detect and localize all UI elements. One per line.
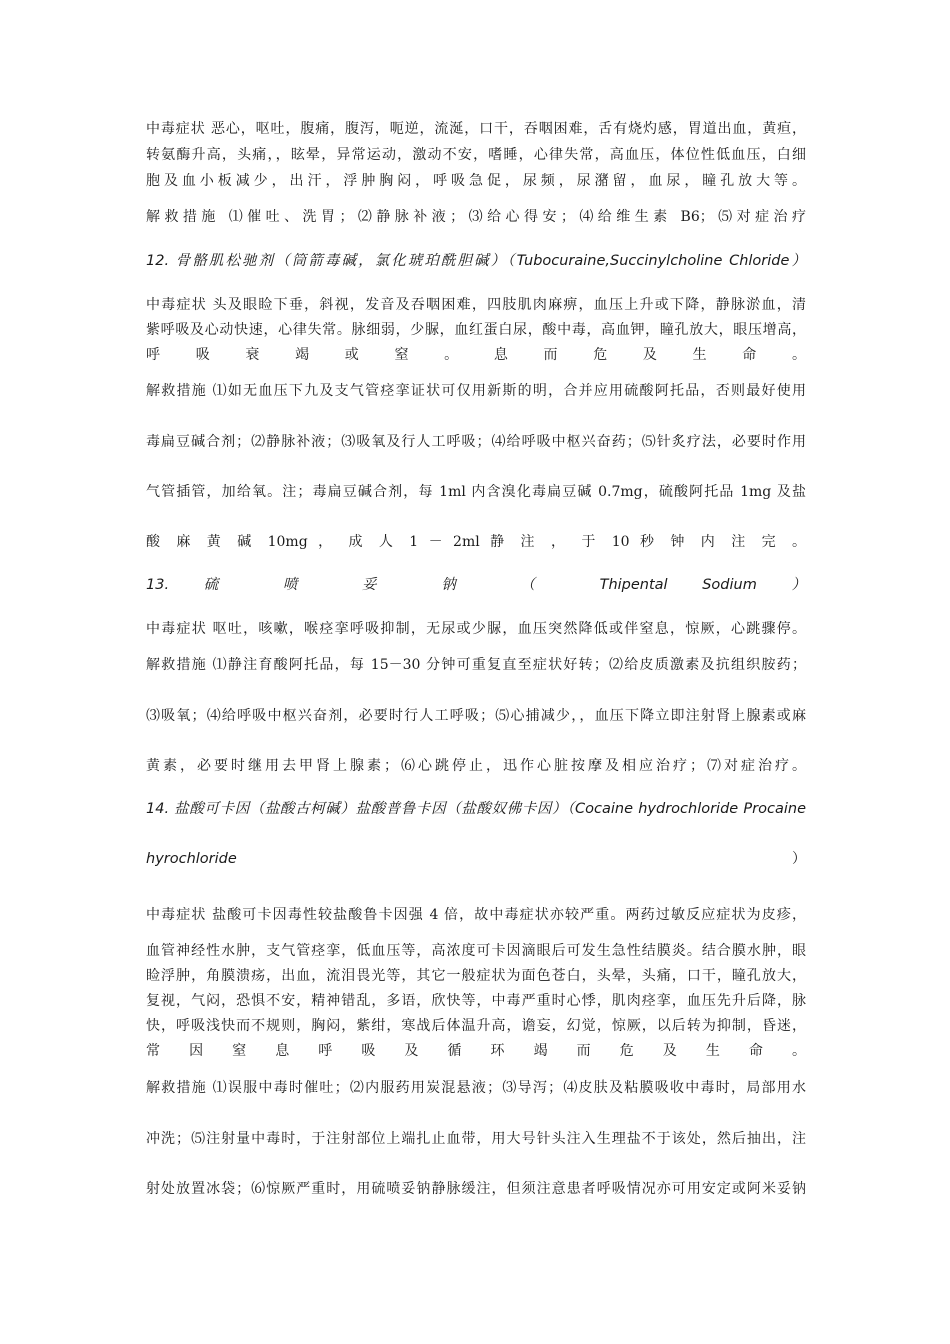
text-line: 射处放置冰袋；⑹惊厥严重时，用硫喷妥钠静脉缓注，但须注意患者呼吸情况亦可用安定或阿米妥钠 <box>146 1181 806 1197</box>
text-line: 转氨酶升高，头痛，，眩晕，异常运动，激动不安，嗜睡，心律失常，高血压，体位性低血压，白细 <box>146 147 806 163</box>
text-line: 冲洗；⑸注射量中毒时，于注射部位上端扎止血带，用大号针头注入生理盐不于该处，然后抽出，注 <box>146 1131 806 1147</box>
text-line: 解救措施 ⑴误服中毒时催吐；⑵内服药用炭混悬液；⑶导泻；⑷皮肤及粘膜吸收中毒时，局部用水 <box>146 1080 806 1096</box>
text-line: 解救措施 ⑴催吐、洗胃；⑵静脉补液；⑶给心得安；⑷给维生素 B6；⑸对症治疗 <box>146 209 806 225</box>
text-line: 快，呼吸浅快而不规则，胸闷，紫绀，寒战后体温升高，谵妄，幻觉，惊厥，以后转为抑制，昏迷， <box>146 1018 806 1034</box>
text-line: 气管插管，加给氧。注；毒扁豆碱合剂，每 1ml 内含溴化毒扁豆碱 0.7mg，硫酸阿托品 1mg 及盐 <box>146 484 806 500</box>
text-line: 酸 麻 黄 碱 10mg ， 成 人 1 － 2ml 静 注 ， 于 10 秒 钟 内 注 完 。 <box>146 534 806 550</box>
text-line: 呼 吸 衰 竭 或 窒 。 息 而 危 及 生 命 。 <box>146 347 806 363</box>
text-line: 解救措施 ⑴静注育酸阿托品，每 15－30 分钟可重复直至症状好转；⑵给皮质激素及抗组织胺药； <box>146 657 806 673</box>
section-heading-continued: hyrochloride <box>146 851 237 867</box>
text-line: 中毒症状 呕吐，咳嗽，喉痉挛呼吸抑制，无尿或少脲，血压突然降低或伴窒息，惊厥，心跳骤停。 <box>146 621 806 637</box>
text-line: ⑶吸氧；⑷给呼吸中枢兴奋剂，必要时行人工呼吸；⑸心捕减少，，血压下降立即注射肾上腺素或麻 <box>146 708 806 724</box>
text-line: 解救措施 ⑴如无血压下九及支气管痉挛证状可仅用新斯的明，合并应用硫酸阿托品，否则最好使用 <box>146 383 806 399</box>
text-line: 紫呼吸及心动快速，心律失常。脉细弱，少脲，血红蛋白尿，酸中毒，高血钾，瞳孔放大，眼压增高， <box>146 322 806 338</box>
section-heading: 14. 盐酸可卡因（盐酸古柯碱）盐酸普鲁卡因（盐酸奴佛卡因）（Cocaine hydrochloride Procaine <box>146 801 806 817</box>
text-line: 中毒症状 恶心，呕吐，腹痛，腹泻，呃逆，流涎，口干，吞咽困难，舌有烧灼感，胃道出血，黄疸， <box>146 121 806 137</box>
text-line: 血管神经性水肿，支气管痉挛，低血压等，高浓度可卡因滴眼后可发生急性结膜炎。结合膜水肿，眼 <box>146 943 806 959</box>
text-line: 毒扁豆碱合剂；⑵静脉补液；⑶吸氧及行人工呼吸；⑷给呼吸中枢兴奋药；⑸针炙疗法，必要时作用 <box>146 434 806 450</box>
text-line: 中毒症状 盐酸可卡因毒性较盐酸鲁卡因强 4 倍，故中毒症状亦较严重。两药过敏反应症状为皮疹， <box>146 907 806 923</box>
section-heading: 12. 骨骼肌松驰剂（筒箭毒碱，氯化琥珀酰胆碱）（Tubocuraine,Succinylcholine Chloride） <box>146 253 806 269</box>
text-line: 常 因 窒 息 呼 吸 及 循 环 竭 而 危 及 生 命 。 <box>146 1043 806 1059</box>
text-line: 胞及血小板减少，出汗，浮肿胸闷，呼吸急促，尿频，尿潴留，血尿，瞳孔放大等。 <box>146 173 806 189</box>
section-heading: 13. 硫 喷 妥 钠 （ Thipental Sodium ） <box>146 577 806 593</box>
closing-paren: ） <box>792 851 806 867</box>
text-line: 复视，气闷，恐惧不安，精神错乱，多语，欣快等，中毒严重时心悸，肌肉痉挛，血压先升后降，脉 <box>146 993 806 1009</box>
text-line: 睑浮肿，角膜溃疡，出血，流泪畏光等，其它一般症状为面色苍白，头晕，头痛，口干，瞳孔放大， <box>146 968 806 984</box>
text-line: 黄素，必要时继用去甲肾上腺素；⑹心跳停止，迅作心脏按摩及相应治疗；⑺对症治疗。 <box>146 758 806 774</box>
text-line: 中毒症状 头及眼睑下垂，斜视，发音及吞咽困难，四肢肌肉麻痹，血压上升或下降，静脉淤血，清 <box>146 297 806 313</box>
